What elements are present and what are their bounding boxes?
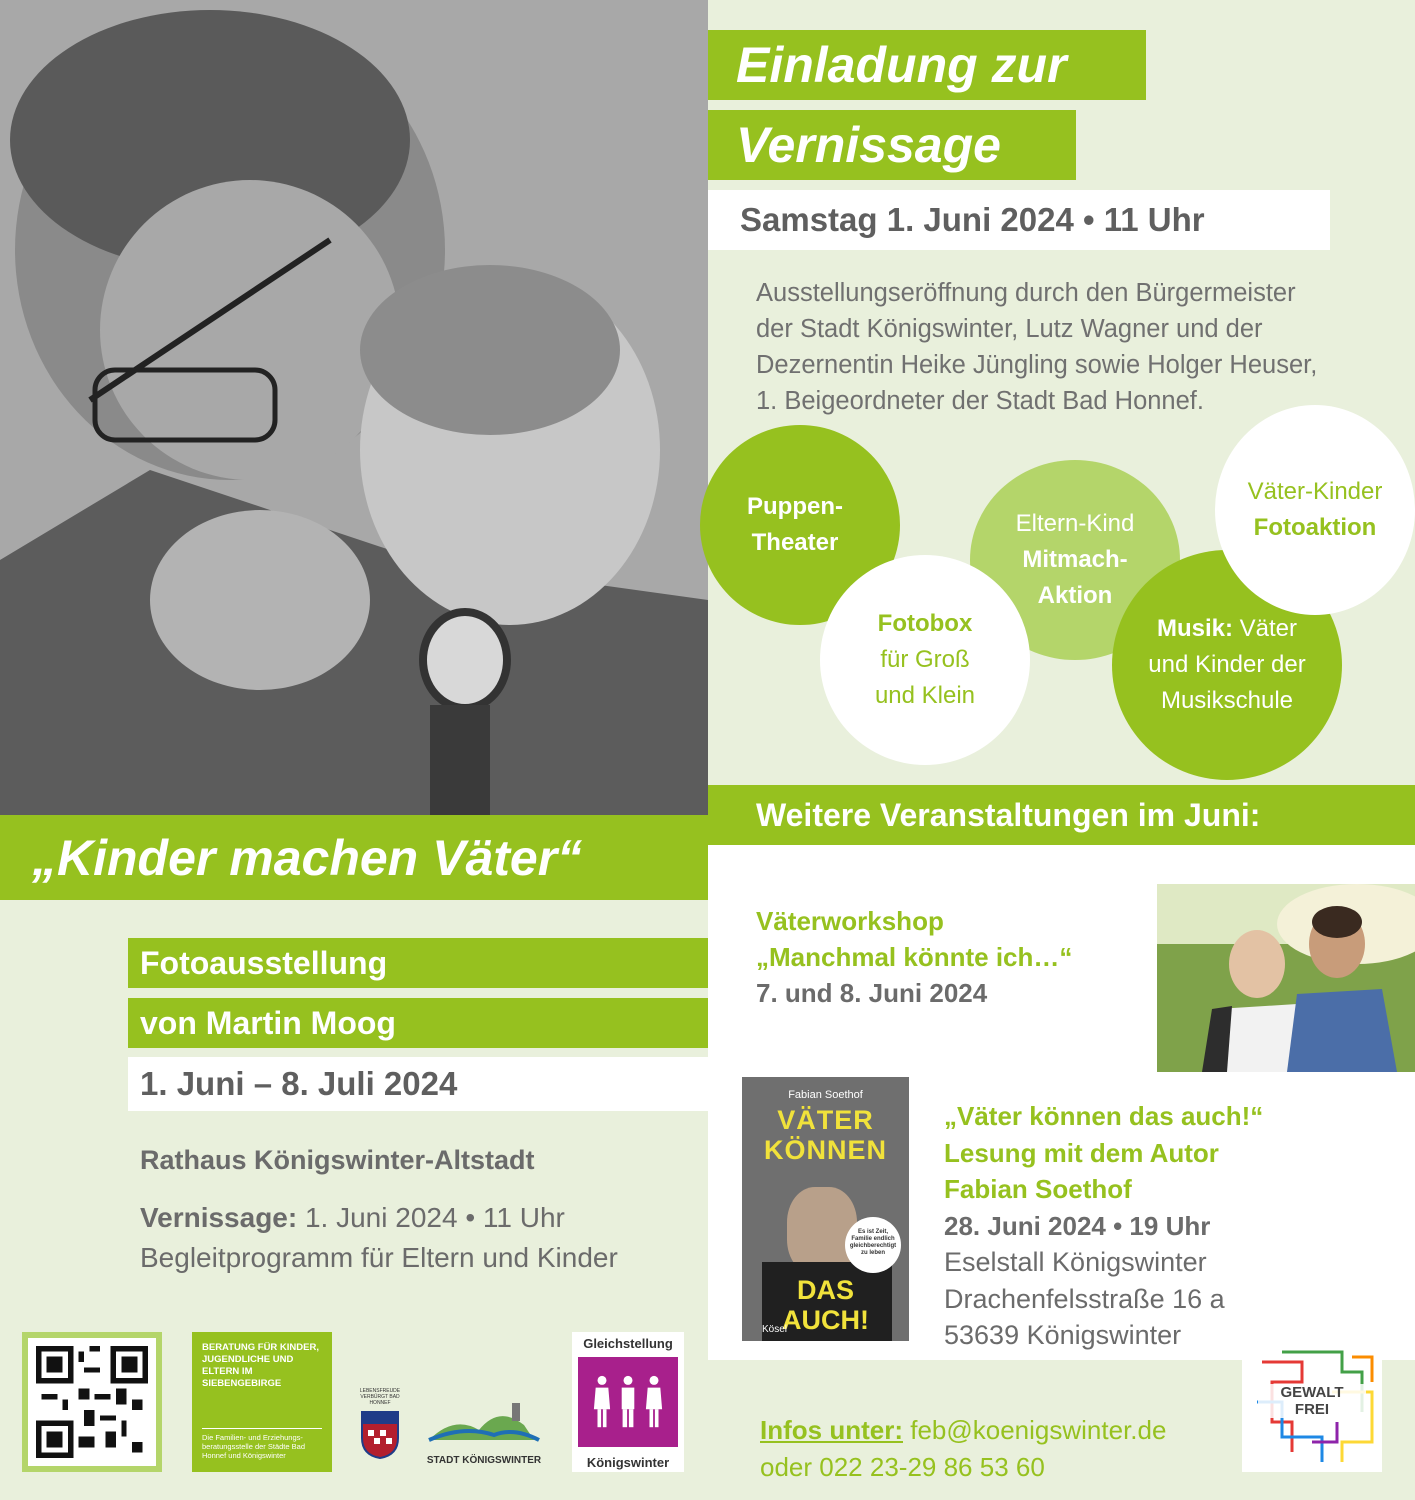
exhibition-location: Rathaus Königswinter-Altstadt bbox=[140, 1145, 535, 1175]
workshop-date: 7. und 8. Juni 2024 bbox=[756, 978, 988, 1008]
title-line1: Einladung zur bbox=[736, 37, 1067, 93]
reading-quote: „Väter können das auch!“ bbox=[944, 1101, 1264, 1131]
circle-musik: Musik: Väter und Kinder der Musikschule bbox=[1112, 550, 1342, 780]
exhibition-sub1: Fotoausstellung bbox=[128, 938, 708, 988]
book-cover bbox=[742, 1077, 909, 1341]
circle-fotobox: Fotobox für Groß und Klein bbox=[820, 555, 1030, 765]
book-title-3: DAS bbox=[796, 1275, 854, 1305]
gewaltfrei-logo bbox=[1242, 1342, 1382, 1472]
exhibition-vernissage: Vernissage: 1. Juni 2024 • 11 Uhr bbox=[140, 1202, 565, 1233]
reading-block bbox=[944, 1098, 1384, 1354]
exhibition-range: 1. Juni – 8. Juli 2024 bbox=[128, 1057, 708, 1111]
circle-puppentheater: Puppen- Theater bbox=[700, 425, 900, 625]
workshop-quote: „Manchmal könnte ich…“ bbox=[756, 942, 1073, 972]
vernissage-date: Samstag 1. Juni 2024 • 11 Uhr bbox=[708, 190, 1330, 250]
bad-honnef-logo: LEBENSFREUDE VERBÜRGT BAD HONNEF bbox=[355, 1388, 405, 1472]
reading-city: 53639 Königswinter bbox=[944, 1320, 1182, 1350]
reading-street: Drachenfelsstraße 16 a bbox=[944, 1283, 1225, 1314]
workshop-block bbox=[756, 903, 1146, 1011]
gleichstellung-logo: Gleichstellung Königswinter bbox=[572, 1332, 684, 1472]
opening-text bbox=[756, 275, 1396, 419]
qr-code[interactable] bbox=[22, 1332, 162, 1472]
exhibition-sub2: von Martin Moog bbox=[128, 998, 708, 1048]
opening-line: 1. Beigeordneter der Stadt Bad Honnef. bbox=[756, 387, 1204, 415]
title-bar-1 bbox=[708, 30, 1146, 100]
workshop-title: Väterworkshop bbox=[756, 906, 944, 936]
contact-block bbox=[760, 1412, 1166, 1486]
book-author: Fabian Soethof bbox=[788, 1089, 863, 1101]
reading-line2: Lesung mit dem Autor bbox=[944, 1137, 1219, 1168]
circle-eltern-kind: Eltern-Kind Mitmach- Aktion bbox=[970, 460, 1180, 660]
exhibition-program: Begleitprogramm für Eltern und Kinder bbox=[140, 1242, 618, 1273]
opening-line: Ausstellungseröffnung durch den Bürgermeister bbox=[756, 279, 1296, 307]
exhibition-title: „Kinder machen Väter“ bbox=[0, 815, 708, 900]
reading-author: Fabian Soethof bbox=[944, 1174, 1132, 1204]
contact-label: Infos unter: bbox=[760, 1415, 903, 1445]
stadt-koenigswinter-logo: STADT KÖNIGSWINTER bbox=[424, 1395, 544, 1475]
workshop-photo bbox=[1157, 884, 1415, 1072]
figures-icon bbox=[578, 1357, 678, 1447]
events-heading: Weitere Veranstaltungen im Juni: bbox=[708, 785, 1415, 845]
book-publisher: Kösel bbox=[762, 1324, 788, 1335]
book-title-4: AUCH! bbox=[782, 1305, 869, 1335]
circle-vater-fotoaktion: Väter-Kinder Fotoaktion bbox=[1215, 405, 1415, 615]
gewaltfrei-text: GEWALT FREI bbox=[1258, 1384, 1366, 1418]
contact-phone[interactable]: oder 022 23-29 86 53 60 bbox=[760, 1452, 1045, 1482]
title-bar-2 bbox=[708, 110, 1076, 180]
contact-email[interactable]: feb@koenigswinter.de bbox=[903, 1415, 1167, 1445]
book-title-1: VÄTER bbox=[777, 1105, 874, 1135]
opening-line: Dezernentin Heike Jüngling sowie Holger Heuser, bbox=[756, 351, 1318, 379]
reading-date: 28. Juni 2024 • 19 Uhr bbox=[944, 1210, 1211, 1241]
reading-venue: Eselstall Königswinter bbox=[944, 1247, 1207, 1277]
book-sticker: Es ist Zeit, Familie endlich gleichberechtigt zu leben bbox=[845, 1217, 901, 1273]
hero-photo bbox=[0, 0, 708, 815]
title-line2: Vernissage bbox=[736, 117, 1001, 173]
beratung-logo: BERATUNG FÜR KINDER, JUGENDLICHE UND ELTERN IM SIEBENGEBIRGE Die Familien- und Erziehungs- beratungsstelle der Städte Bad Honnef und Königswinter bbox=[192, 1332, 332, 1472]
book-title-2: KÖNNEN bbox=[763, 1135, 887, 1165]
opening-line: der Stadt Königswinter, Lutz Wagner und der bbox=[756, 315, 1263, 343]
